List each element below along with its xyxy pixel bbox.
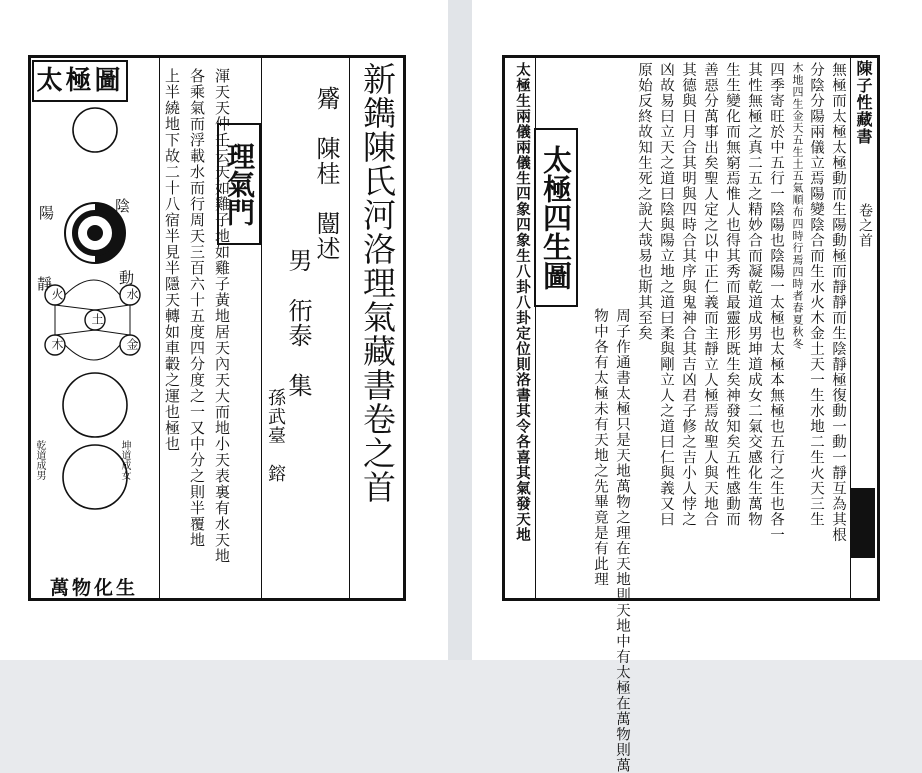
- body-text-col-1: 無極而太極太極動而生陽動極而靜靜而生陰靜極復動一動一靜互為其根: [830, 62, 846, 543]
- diagram-heading: 太極四生圖: [534, 128, 578, 307]
- section-label: 理氣門: [217, 123, 261, 245]
- kundao-label: 坤道成女: [119, 440, 130, 480]
- body-text-col-11: 周子作通書太極只是天地萬物之理在天地則天地中有太極在萬物則萬: [614, 308, 630, 773]
- metal-label: 金: [125, 338, 139, 350]
- page-gutter: [448, 0, 472, 660]
- author-col-3: 孫武臺 鎔: [265, 388, 286, 483]
- earth-label: 土: [90, 313, 104, 325]
- body-text-col-6: 生生變化而無窮焉惟人也得其秀而最靈形既生矣神發知矣五性感動而: [724, 62, 740, 527]
- fire-label: 火: [50, 288, 64, 300]
- diagram-title: 太極圖: [32, 60, 128, 102]
- left-strip-text: 太極生兩儀兩儀生四象四象生八卦八卦定位則洛書其令各喜其氣發天地: [514, 62, 531, 543]
- body-text-col-8: 其德與日月合其明與四時合其序與鬼神合其吉凶君子修之吉小人悖之: [680, 62, 696, 527]
- ink-block: [851, 488, 875, 558]
- water-label: 水: [125, 288, 139, 300]
- right-page: [472, 0, 922, 773]
- body-text-col-2: 分陰分陽兩儀立焉陽變陰合而生水火木金土天一生水地二生火天三生: [808, 62, 824, 527]
- book-title: 新鐫陳氏河洛理氣藏書卷之首: [358, 62, 397, 504]
- dong-label: 動: [117, 270, 135, 285]
- running-header-right: 卷之首: [857, 203, 873, 248]
- qiandao-label: 乾道成男: [34, 440, 45, 480]
- yin-label: 陰: [113, 198, 131, 213]
- author-col-2: 男 衎泰 集: [284, 248, 312, 398]
- body-text-col-10: 原始反終故知生死之說大哉易也斯其至矣: [636, 62, 652, 341]
- wuji-circle: [73, 108, 117, 152]
- body-text-col-1: 渾天天仲壬云天如雞子地如雞子黃地居天內天大而地小天表裏有水天地: [213, 68, 231, 564]
- wood-label: 木: [50, 338, 64, 350]
- body-text-col-2: 各乘氣而浮載水而行周天三百六十五度四分度之一又中分之則半覆地: [188, 68, 206, 548]
- jing-label: 靜: [35, 276, 53, 291]
- column-rule: [349, 58, 350, 598]
- qian-kun-circle: [63, 373, 127, 437]
- body-text-col-7: 善惡分萬事出矣聖人定之以中正仁義而主靜立人極焉故聖人與天地合: [702, 62, 718, 527]
- yang-label: 陽: [37, 205, 55, 220]
- author-col-1: 觱 陳桂 闓述: [312, 86, 340, 261]
- body-text-col-3: 木地四生金天五生土五氣順布四時行焉四時者春夏秋冬: [791, 62, 804, 350]
- running-header: 陳子性藏書: [854, 60, 873, 145]
- body-text-col-3: 上半繞地下故二十八宿半見半隱天轉如車轂之運也極也: [163, 68, 181, 452]
- body-text-col-5: 其性無極之真二五之精妙合而凝乾道成男坤道成女二氣交感化生萬物: [746, 62, 762, 527]
- body-text-col-9: 凶故易曰立天之道曰陰與陽立地之道曰柔與剛立人之道曰仁與義又曰: [658, 62, 674, 527]
- column-rule: [261, 58, 262, 598]
- bottom-caption: 萬物化生: [49, 577, 138, 599]
- left-page: [0, 0, 448, 660]
- body-text-col-12: 物中各有太極未有天地之先畢竟是有此理: [592, 308, 608, 587]
- body-text-col-4: 四季寄旺於中五行一陰陽也陰陽一太極也太極本無極也五行之生也各一: [768, 62, 784, 543]
